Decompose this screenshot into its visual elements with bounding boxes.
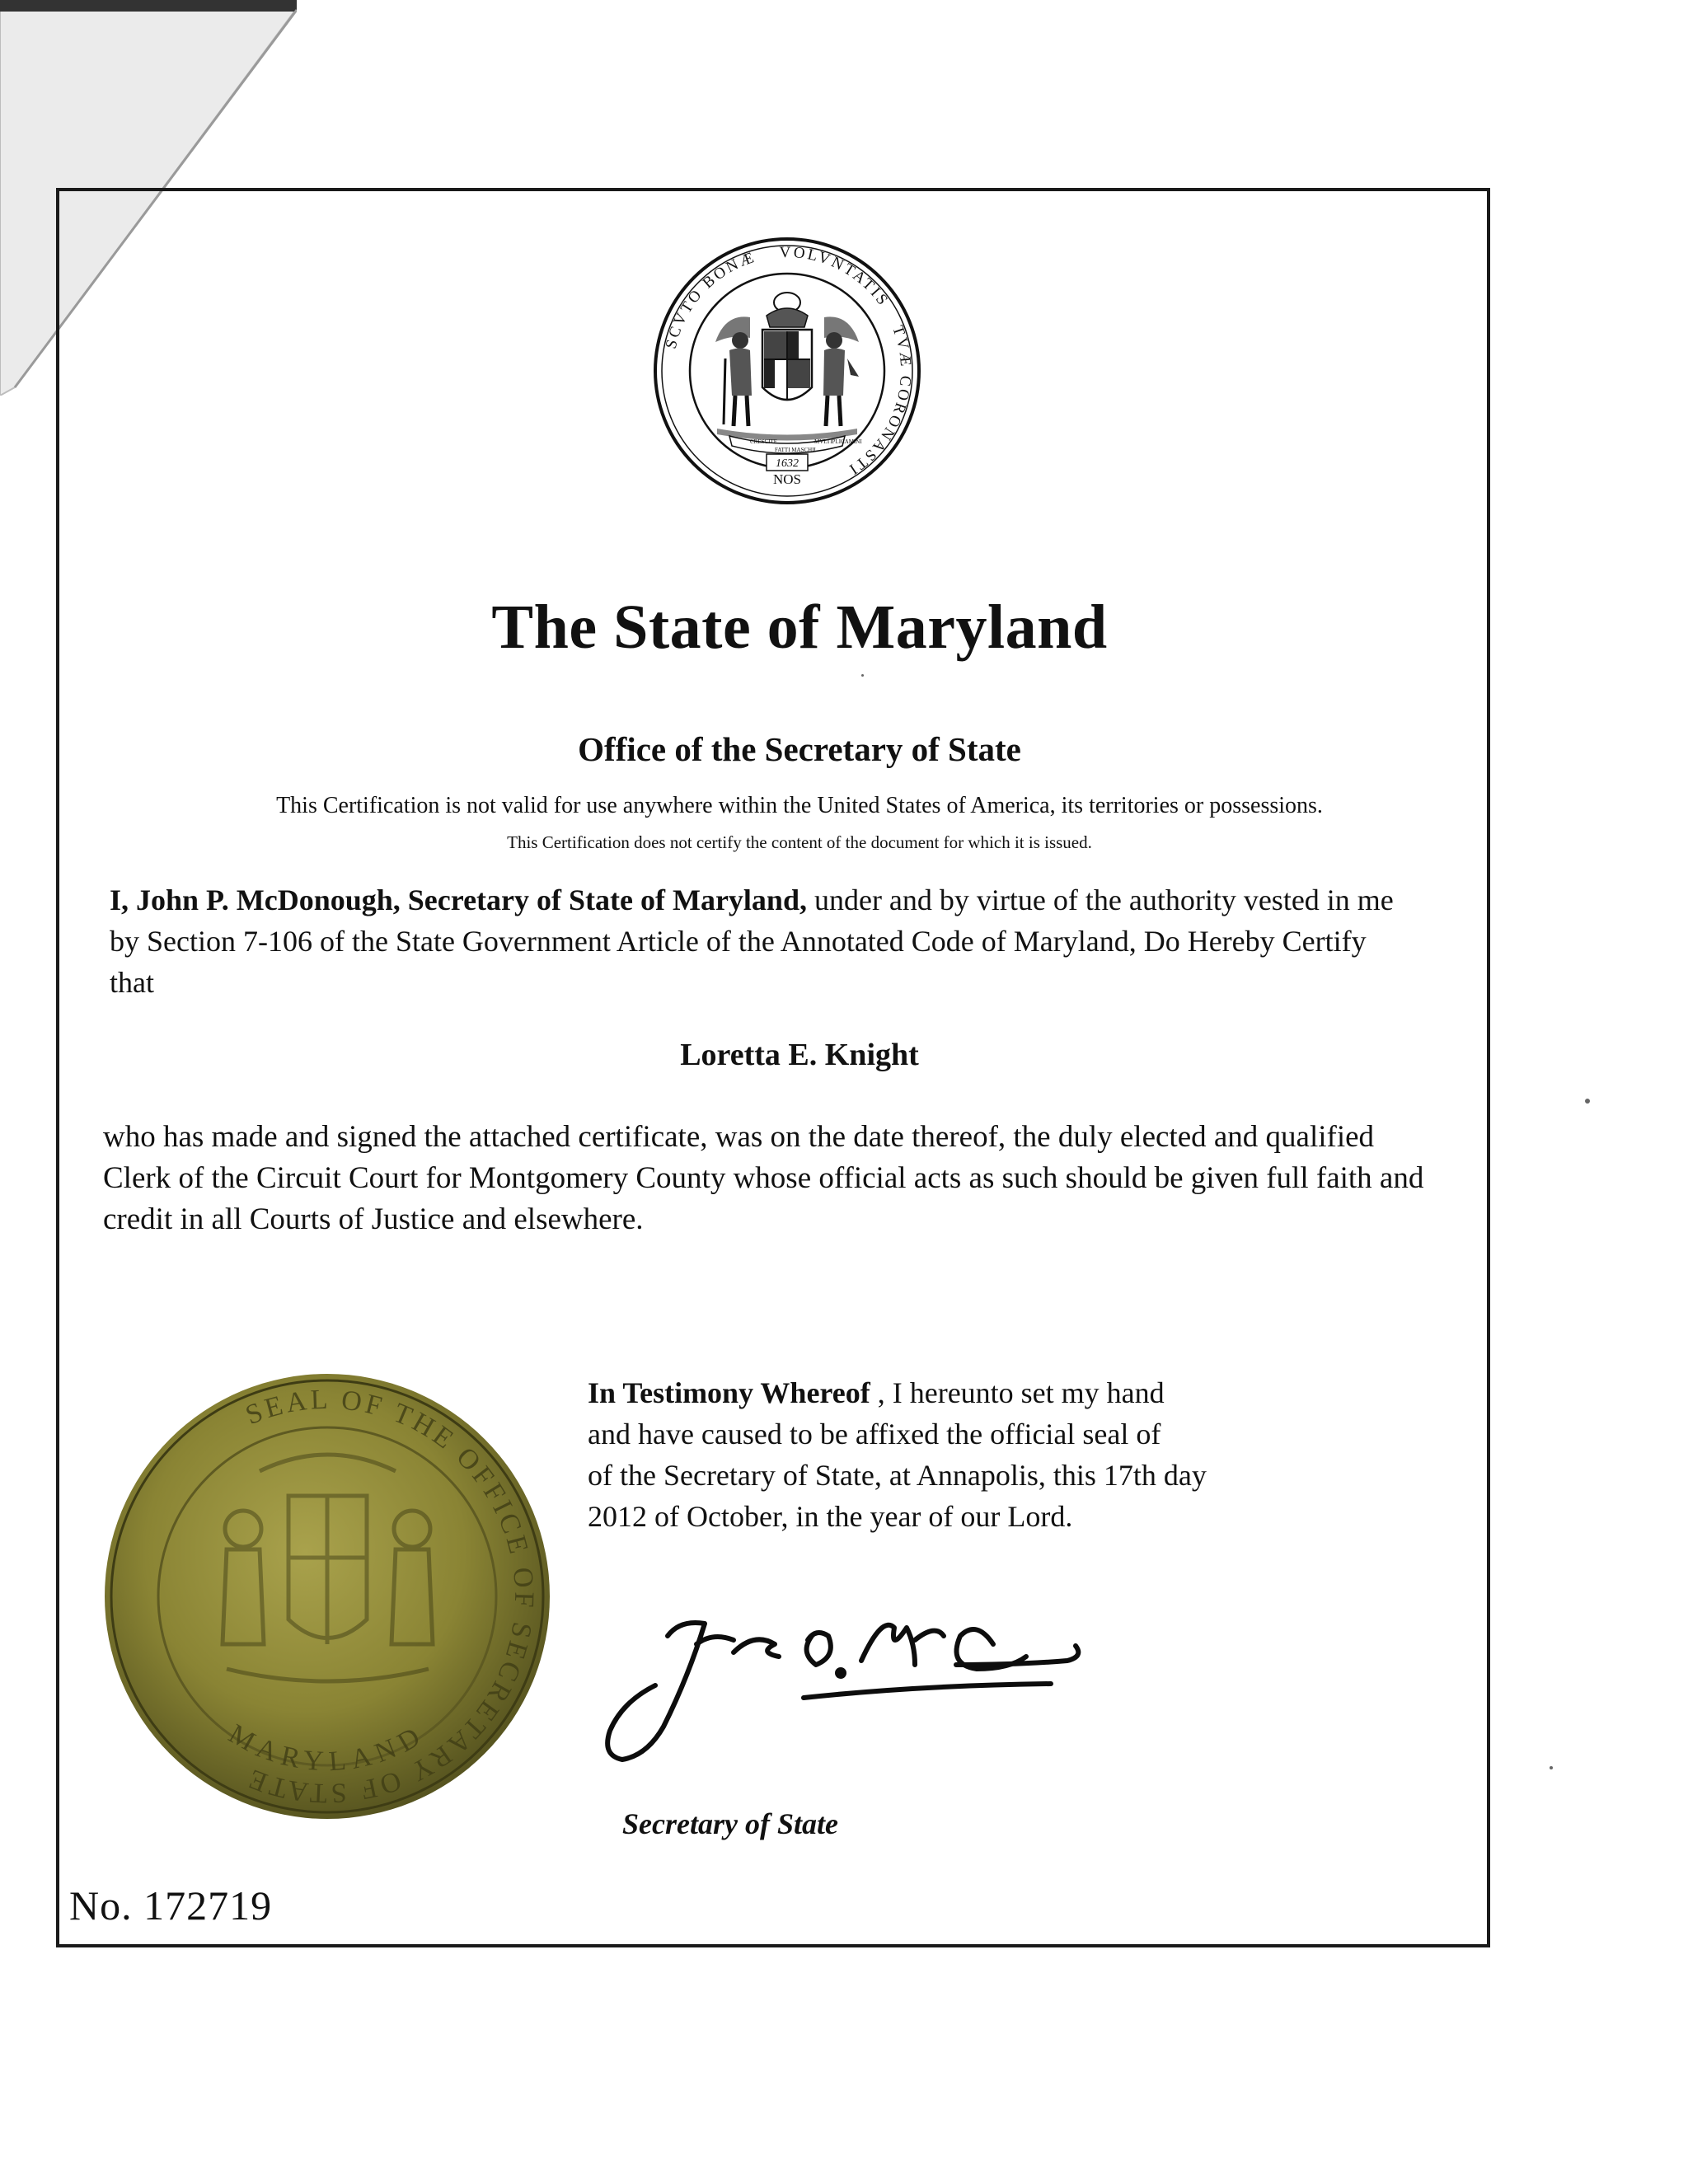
testimony-lead: In Testimony Whereof bbox=[588, 1376, 870, 1409]
signatory-title: Secretary of State bbox=[622, 1807, 838, 1840]
svg-text:CRESCITE: CRESCITE bbox=[750, 438, 778, 445]
scan-speck bbox=[1585, 1099, 1590, 1104]
gold-embossed-seal bbox=[103, 1372, 552, 1821]
testimony-line-1: In Testimony Whereof , I hereunto set my hand bbox=[588, 1376, 1165, 1409]
certifier-statement: I, John P. McDonough, Secretary of State of Maryland, bbox=[110, 883, 807, 916]
scan-speck bbox=[1550, 1766, 1553, 1769]
content-notice: This Certification does not certify the content of the document for which it is issued. bbox=[507, 832, 1092, 852]
svg-text:MARYLAND: MARYLAND bbox=[223, 1718, 431, 1778]
testimony-line-2: and have caused to be affixed the official seal of bbox=[588, 1418, 1161, 1451]
validity-notice: This Certification is not valid for use anywhere within the United States of America, its territories or possessions. bbox=[276, 793, 1323, 818]
clerk-name: Loretta E. Knight bbox=[680, 1038, 919, 1072]
svg-text:FATTI MASCHII: FATTI MASCHII bbox=[775, 447, 816, 453]
svg-text:SEAL OF THE OFFICE OF SECRETAR: SEAL OF THE OFFICE OF SECRETARY OF STATE bbox=[241, 1384, 540, 1809]
great-seal-of-maryland bbox=[651, 235, 923, 507]
svg-text:SCVTO BONÆ VOLVNTATIS: SCVTO BONÆ VOLVNTATIS TVÆ CORONASTI bbox=[662, 243, 915, 480]
testimony-paragraph bbox=[588, 1372, 1329, 1537]
svg-text:NOS: NOS bbox=[772, 471, 802, 487]
certification-body: under and by virtue of the authority vested in me by Section 7-106 of the State Government Article of the Annotated Code of Maryland, Do Hereby Certify that bbox=[110, 883, 1394, 999]
testimony-line-3: of the Secretary of State, at Annapolis, this 17th day bbox=[588, 1459, 1207, 1492]
office-heading: Office of the Secretary of State bbox=[578, 730, 1021, 768]
svg-text:1632: 1632 bbox=[776, 457, 799, 470]
svg-text:MVLTIPLICAMINI: MVLTIPLICAMINI bbox=[814, 438, 862, 445]
secretary-signature bbox=[589, 1586, 1150, 1768]
attestation-paragraph: who has made and signed the attached certificate, was on the date thereof, the duly elected and qualified Clerk of the Circuit Court for Montgomery County whose official acts as such should be given full faith and credit in all Courts of Justice and elsewhere. bbox=[103, 1120, 1424, 1236]
scan-speck bbox=[861, 674, 864, 677]
certification-paragraph bbox=[110, 879, 1395, 1003]
certificate-number: No. 172719 bbox=[69, 1882, 273, 1929]
testimony-line-4: 2012 of October, in the year of our Lord. bbox=[588, 1500, 1073, 1533]
document-title: The State of Maryland bbox=[491, 593, 1108, 662]
